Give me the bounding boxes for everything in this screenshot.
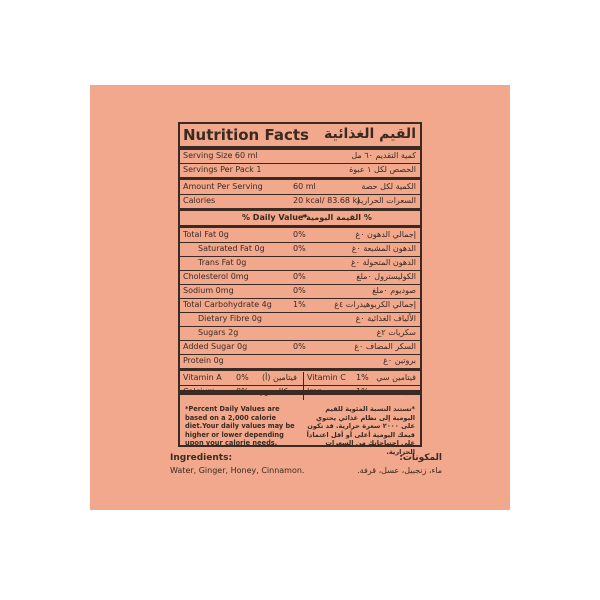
calories-ar: السعرات الحرارية <box>356 196 416 205</box>
calories-en: Calories <box>183 196 216 205</box>
nutrient-ar: بروتين ٠غ <box>383 356 416 365</box>
footnote-ar: *تستند النسبة المئوية للقيم اليومية إلى نظام غذائي يحتوي على ٢٠٠٠ سعرة حرارية. قد تكون قيمك اليومية أعلى أو أقل اعتماداً على احتياجاتك من السعرات الحرارية. <box>306 405 415 456</box>
nutrient-row <box>180 313 420 327</box>
nutrient-ar: إجمالي الكربوهيدرات ٤غ <box>334 300 416 309</box>
ingredients-heading-ar: المكونات: <box>399 453 442 463</box>
vitamin-ar: حديد <box>400 387 416 396</box>
ingredients-text-en: Water, Ginger, Honey, Cinnamon. <box>170 466 305 475</box>
table-header <box>180 124 420 150</box>
servings-per-pack-ar: الحصص لكل ١ عبوة <box>349 165 416 174</box>
daily-value-row <box>180 212 420 228</box>
nutrient-row <box>180 271 420 285</box>
vitamin-ar: فيتامين سي <box>376 373 416 382</box>
calories-row <box>180 195 420 211</box>
vitamin-en: Calcium <box>183 387 216 396</box>
vitamin-ar: فيتامين (أ) <box>262 373 297 382</box>
amount-per-serving-en: Amount Per Serving <box>183 182 263 191</box>
nutrient-pct: 0% <box>293 342 306 351</box>
nutrient-ar: الدهون المشبعة ٠غ <box>351 244 416 253</box>
vitamin-pct: 1% <box>356 387 369 396</box>
nutrient-pct: 0% <box>293 230 306 239</box>
nutrient-pct: 0% <box>293 272 306 281</box>
nutrient-en: Trans Fat 0g <box>198 258 247 267</box>
serving-size-ar: كمية التقديم ٦٠ مل <box>351 151 416 160</box>
nutrient-ar: الكوليسترول ٠ملغ <box>356 272 416 281</box>
title-ar: القيم الغذائية <box>323 126 416 142</box>
ingredients-heading-en: Ingredients: <box>170 453 233 463</box>
vitamin-row <box>180 372 420 386</box>
nutrient-en: Sodium 0mg <box>183 286 234 295</box>
vitamin-en: Vitamin C <box>307 373 346 382</box>
nutrient-ar: الدهون المتحولة ٠غ <box>351 258 416 267</box>
nutrient-ar: الألياف الغذائية ٠غ <box>355 314 416 323</box>
vitamin-pct: 1% <box>356 373 369 382</box>
vitamin-pct: 0% <box>236 387 249 396</box>
nutrient-row <box>180 341 420 355</box>
amount-per-serving-value: 60 ml <box>293 182 316 191</box>
nutrient-ar: سكريات ٢غ <box>376 328 416 337</box>
amount-per-serving-ar: الكمية لكل حصة <box>361 182 416 191</box>
vitamin-en: Vitamin A <box>183 373 222 382</box>
nutrient-en: Cholesterol 0mg <box>183 272 249 281</box>
nutrient-en: Total Fat 0g <box>183 230 229 239</box>
title-en: Nutrition Facts <box>183 126 309 144</box>
nutrient-row <box>180 243 420 257</box>
footnote-box <box>178 392 422 456</box>
serving-size-row <box>180 150 420 164</box>
nutrient-row <box>180 257 420 271</box>
footnote-en: *Percent Daily Values are based on a 2,000 calorie diet.Your daily values may be higher or lower depending upon your calorie needs. <box>185 405 295 447</box>
nutrient-en: Total Carbohydrate 4g <box>183 300 272 309</box>
ingredients-text-ar: ماء، زنجبيل، عسل، قرفة. <box>357 466 442 475</box>
nutrient-row <box>180 299 420 313</box>
nutrient-row <box>180 355 420 371</box>
nutrition-facts-table <box>178 122 422 396</box>
nutrient-en: Protein 0g <box>183 356 224 365</box>
vitamin-ar: كالسيوم <box>260 387 288 396</box>
nutrient-pct: 1% <box>293 300 306 309</box>
servings-per-pack-row <box>180 164 420 180</box>
servings-per-pack-en: Servings Per Pack 1 <box>183 165 262 174</box>
nutrient-row <box>180 327 420 341</box>
vitamin-pct: 0% <box>236 373 249 382</box>
serving-size-en: Serving Size 60 ml <box>183 151 258 160</box>
nutrient-row <box>180 229 420 243</box>
nutrient-en: Sugars 2g <box>198 328 239 337</box>
nutrient-en: Added Sugar 0g <box>183 342 248 351</box>
nutrient-ar: السكر المضاف ٠غ <box>354 342 416 351</box>
nutrient-en: Saturated Fat 0g <box>198 244 265 253</box>
nutrient-en: Dietary Fibre 0g <box>198 314 262 323</box>
nutrient-pct: 0% <box>293 286 306 295</box>
amount-per-serving-row <box>180 181 420 195</box>
nutrient-ar: صوديوم ٠ملغ <box>372 286 416 295</box>
calories-value: 20 kcal/ 83.68 kJ <box>293 196 360 205</box>
nutrient-row <box>180 285 420 299</box>
nutrient-ar: إجمالي الدهون ٠غ <box>355 230 416 239</box>
daily-value-ar: % القيمة اليومية* <box>302 213 372 222</box>
daily-value-en: % Daily Value* <box>242 213 308 222</box>
nutrient-pct: 0% <box>293 244 306 253</box>
vitamin-en: Iron <box>307 387 323 396</box>
